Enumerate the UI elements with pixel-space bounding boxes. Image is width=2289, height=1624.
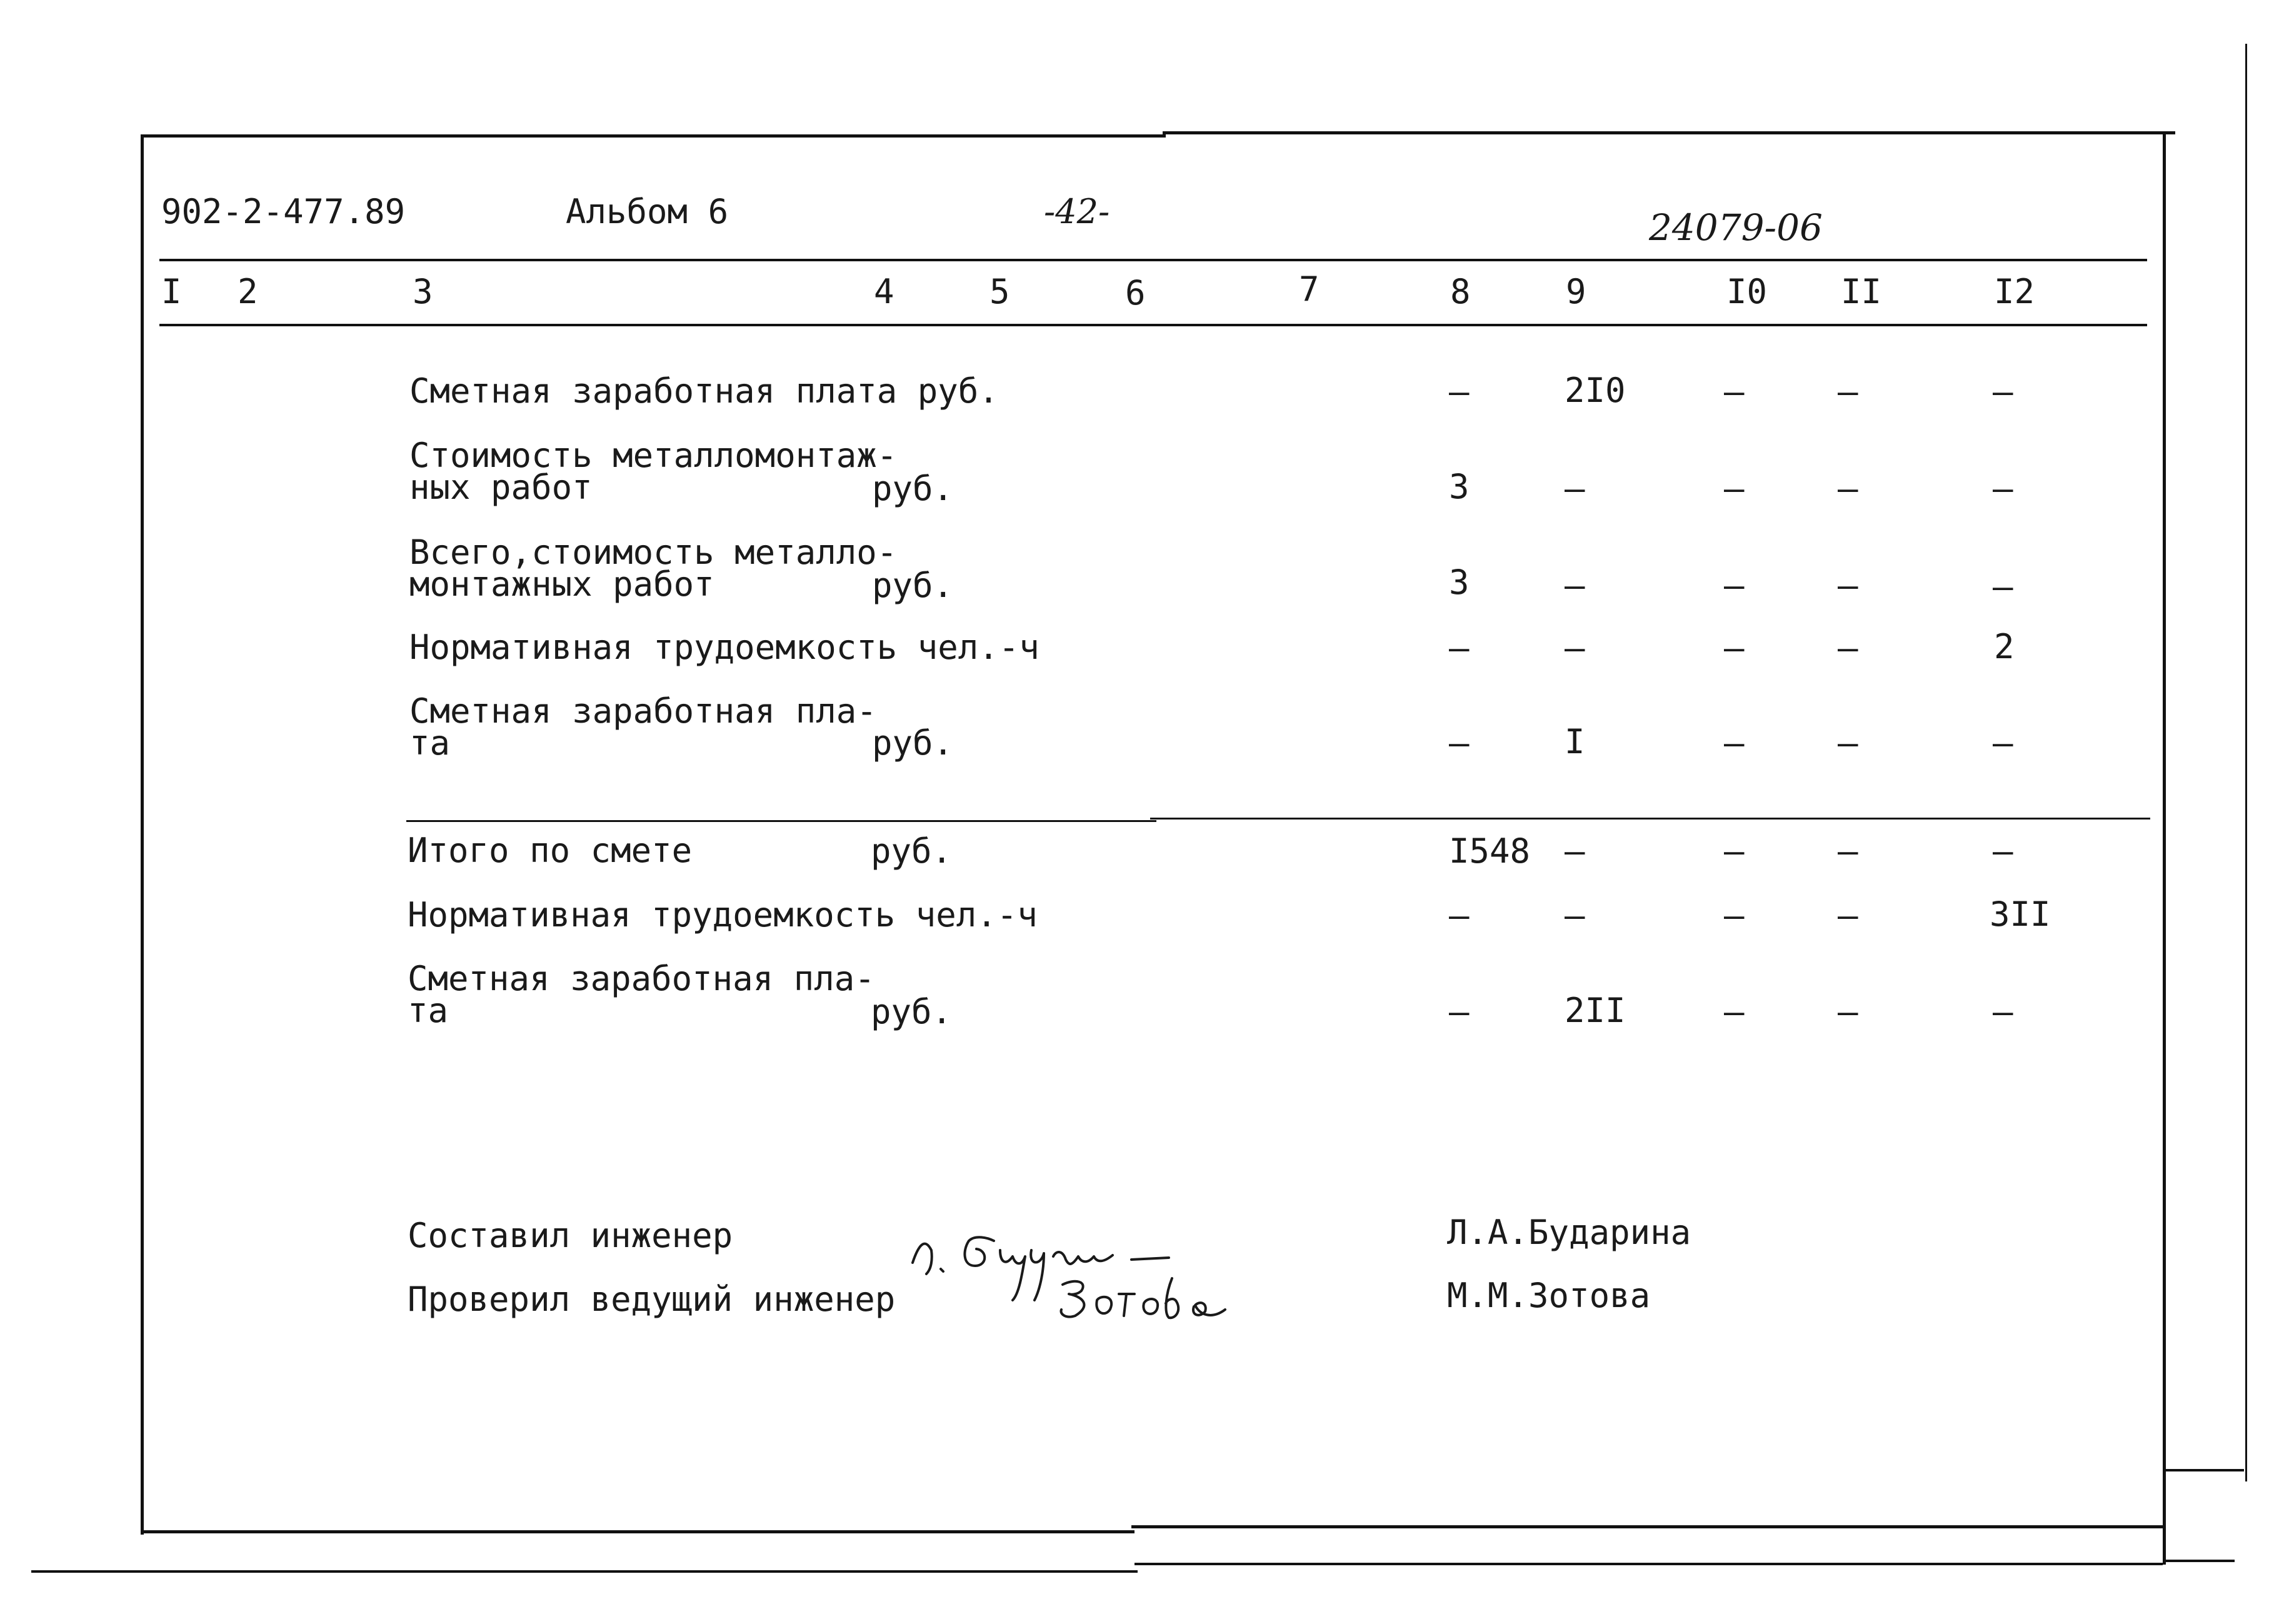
row-c11: – (1838, 992, 1858, 1031)
row-c10: – (1724, 628, 1745, 668)
row-c12: – (1993, 723, 2013, 763)
col-7: 7 (1299, 269, 1320, 309)
totals-separator-left (406, 820, 1156, 822)
row-unit: руб. (872, 469, 954, 508)
row-c11: – (1838, 469, 1858, 508)
col-10: I0 (1726, 272, 1768, 311)
col-1: I (161, 272, 182, 311)
row-c8: – (1449, 628, 1470, 668)
row-c9: – (1565, 831, 1585, 871)
row-c8: – (1449, 896, 1470, 935)
col-2: 2 (238, 272, 258, 311)
col-8: 8 (1450, 272, 1471, 311)
row-name: Всего,стоимость металло- монтажных работ (409, 533, 898, 604)
row-c10: – (1724, 566, 1745, 605)
row-c10: – (1724, 831, 1745, 871)
row-c8: – (1449, 723, 1470, 763)
row-c8: – (1449, 372, 1470, 411)
row-c9: 2II (1565, 991, 1626, 1030)
row-c12: – (1993, 372, 2013, 411)
row-name: Сметная заработная пла- та (409, 691, 877, 763)
row-name: Нормативная трудоемкость чел.-ч (408, 895, 1038, 935)
row-c12: 3II (1990, 895, 2051, 934)
col-9: 9 (1566, 272, 1586, 311)
row-c10: – (1724, 372, 1745, 411)
row-c10: – (1724, 992, 1745, 1031)
row-c12: 2 (1994, 627, 2015, 666)
col-3: 3 (413, 272, 433, 311)
row-c11: – (1838, 896, 1858, 935)
checked-name: М.М.Зотова (1447, 1276, 1651, 1315)
row-unit: руб. (872, 566, 954, 605)
row-c8: – (1449, 992, 1470, 1031)
row-c9: – (1565, 469, 1585, 508)
row-c11: – (1838, 831, 1858, 871)
row-c11: – (1838, 628, 1858, 668)
sheet-code: 24079-06 (1649, 206, 1823, 249)
page-bottom-line-left (31, 1570, 1138, 1573)
doc-code: 902-2-477.89 (161, 192, 406, 231)
frame-top-line-left (141, 134, 1166, 138)
frame-bottom-line-left (141, 1530, 1134, 1533)
row-c9: – (1565, 566, 1585, 605)
row-name: Сметная заработная пла- та (408, 959, 875, 1031)
frame-bottom-line-right (1131, 1525, 2166, 1528)
col-12: I2 (1994, 272, 2035, 311)
row-c10: – (1724, 723, 1745, 763)
totals-separator-right (1150, 818, 2150, 820)
row-name: Нормативная трудоемкость чел.-ч (409, 628, 1039, 667)
row-c9: I (1565, 722, 1585, 761)
row-c8: 3 (1449, 467, 1470, 506)
row-c10: – (1724, 469, 1745, 508)
row-unit: руб. (871, 831, 953, 871)
row-unit: руб. (871, 992, 953, 1031)
col-6: 6 (1125, 273, 1146, 313)
page-bottom-line-right (1134, 1563, 2163, 1565)
row-c12: – (1993, 831, 2013, 871)
page-edge-stub-upper (2163, 1469, 2244, 1471)
composed-label: Составил инженер (408, 1216, 733, 1255)
page-edge-stub-lower (2163, 1560, 2235, 1562)
page-edge-right (2245, 44, 2247, 1481)
header-rule-bottom (159, 324, 2147, 326)
row-c9: – (1565, 896, 1585, 935)
frame-left-line (141, 134, 144, 1535)
row-unit: руб. (872, 723, 954, 763)
row-c12: – (1993, 567, 2013, 606)
col-11: II (1841, 272, 1882, 311)
frame-top-line-right (1163, 131, 2175, 134)
row-name: Сметная заработная плата руб. (409, 371, 999, 411)
row-c9: – (1565, 628, 1585, 668)
row-c9: 2I0 (1565, 371, 1626, 410)
row-c12: – (1993, 992, 2013, 1031)
row-c8: 3 (1449, 563, 1470, 602)
row-name: Стоимость металломонтаж- ных работ (409, 436, 898, 508)
row-c8: I548 (1449, 831, 1531, 871)
checked-label: Проверил ведущий инженер (408, 1280, 896, 1319)
row-c11: – (1838, 723, 1858, 763)
row-c11: – (1838, 372, 1858, 411)
header-rule-top (159, 259, 2147, 261)
col-4: 4 (874, 272, 894, 311)
row-name: Итого по смете (408, 831, 693, 870)
frame-right-line (2163, 133, 2166, 1565)
page-number: -42- (1044, 192, 1110, 231)
handwritten-signature (906, 1206, 1306, 1331)
row-c12: – (1993, 469, 2013, 508)
album-label: Альбом 6 (566, 192, 729, 231)
col-5: 5 (989, 272, 1010, 311)
row-c11: – (1838, 566, 1858, 605)
composed-name: Л.А.Бударина (1447, 1213, 1691, 1252)
row-c10: – (1724, 896, 1745, 935)
